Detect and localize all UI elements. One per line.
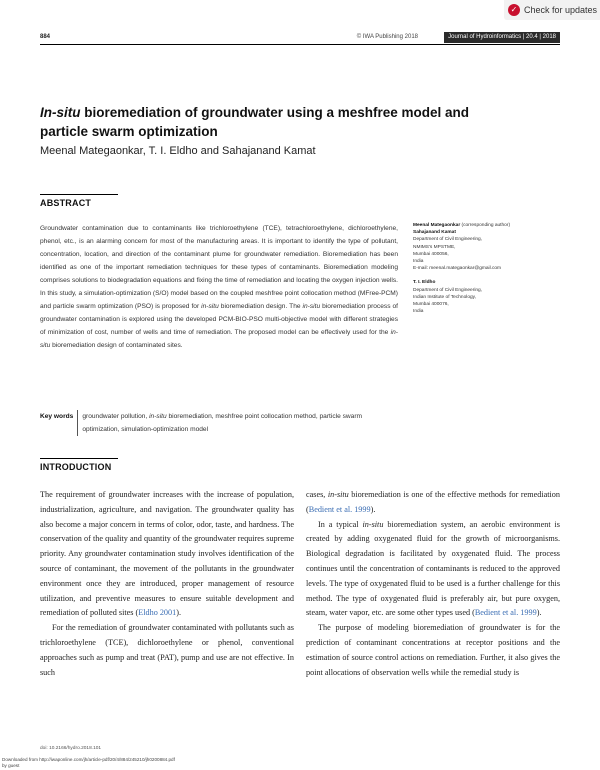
body-column-right: [306, 488, 560, 680]
citation-eldho-2001[interactable]: Eldho 2001: [138, 608, 177, 618]
journal-banner: Journal of Hydroinformatics | 20.4 | 2018: [444, 32, 560, 43]
journal-year: 2018: [542, 34, 556, 40]
check-for-updates-button[interactable]: [504, 0, 600, 20]
author-affiliations: [413, 222, 563, 322]
keywords-values: groundwater pollution, in-situ bioremediation, meshfree point collocation method, particle swarm optimization, simulation-optimization model: [77, 410, 400, 436]
check-updates-icon: ✓: [508, 4, 520, 16]
intro-paragraph-3: In a typical in-situ bioremediation system, an aerobic environment is created by adding oxygenated fluid for the growth of microorganisms. Biological degradation is facilitated by oxygenated fluid. The process continues until the concentration of contaminants is reduced to the approved levels. The type of oxygenated fluid to be used is a further challenge for this method. The type of oxygenated fluid is preferably air, but pure oxygen, steam, water vapor, etc. are some other types used (Bedient et al. 1999).: [306, 519, 560, 618]
doi[interactable]: doi: 10.2166/hydro.2018.101: [40, 746, 102, 751]
citation-bedient-1999-b[interactable]: Bedient et al. 1999: [474, 608, 537, 618]
running-header: [40, 32, 560, 45]
intro-paragraph-4: The purpose of modeling bioremediation of groundwater is for the prediction of contaminant concentrations at receptor positions and the estimation of source control actions on remediation. Further, it also gives the point allocations of observation wells while the remedial study is: [306, 623, 560, 677]
intro-paragraph-2-cont: cases, in-situ bioremediation is one of the effective methods for remediation (Bedient et al. 1999).: [306, 490, 560, 514]
affiliation-block-2: T. I. Eldho Department of Civil Engineering, Indian Institute of Technology, Mumbai 400076, India: [413, 280, 483, 315]
abstract-heading: ABSTRACT: [40, 198, 92, 208]
author-email[interactable]: E-mail: meenal.mategaonkar@gmail.com: [413, 266, 502, 272]
abstract-rule: [40, 194, 118, 195]
article-title: In-situ bioremediation of groundwater using a meshfree model and particle swarm optimization: [40, 105, 470, 139]
citation-bedient-1999[interactable]: Bedient et al. 1999: [308, 504, 371, 514]
introduction-heading: INTRODUCTION: [40, 462, 112, 472]
publisher-notice: © IWA Publishing 2018: [356, 34, 418, 40]
affiliation-block-1: Meenal Mategaonkar (corresponding author) Sahajanand Kamat Department of Civil Engineering, NMIMS's MPSTME, Mumbai 400056, India E-mail: meenal.mategaonkar@gmail.com: [413, 222, 563, 272]
keywords-label: Key words: [40, 413, 74, 420]
check-updates-label: Check for updates: [524, 5, 598, 15]
body-column-left: [40, 488, 294, 680]
keywords: [40, 410, 400, 436]
journal-name: Journal of Hydroinformatics: [448, 34, 522, 40]
intro-paragraph-2: For the remediation of groundwater contaminated with pollutants such as trichloroethylene (TCE), dichloroethylene or phenol, conventional approaches such as pump and treat (PAT), pump and use are not effective. In such: [40, 623, 294, 677]
abstract-text: Groundwater contamination due to contaminants like trichloroethylene (TCE), tetrachloroethylene, dichloroethylene, phenol, etc., is an alarming concern for most of the manufacturing areas. It is important to identify the type of pollutant, concentration, location, and direction of the contaminant plume for groundwater remediation. Bioremediation has been identified as one of the important remediation techniques for these types of contaminants. Bioremediation modeling comprises solutions to biodegradation equations and fixing the time of remediation and locating the oxygen injection wells. In this study, a simulation-optimization (S/O) model based on the coupled meshfree point collocation method (MFree-PCM) and particle swarm optimization (PSO) is proposed for in-situ bioremediation design. The in-situ bioremediation process of groundwater contamination is explored using the developed PCM-BIO-PSO multi-objective model with different strategies of minimization of cost, number of wells and time of remediation. The proposed model can be effectively used for the in-situ bioremediation design of contaminated sites.: [40, 225, 398, 349]
page-number: 884: [40, 34, 51, 40]
download-notice: Downloaded from http://iwaponline.com/jh/article-pdf/20/4/884/245210/jh0200884.pdf by guest: [2, 757, 175, 768]
introduction-rule: [40, 458, 118, 459]
journal-volume: 20.4: [526, 34, 538, 40]
intro-paragraph-1: The requirement of groundwater increases with the increase of population, industrialization, agriculture, and navigation. The groundwater quality has also become a major concern in terms of color, odor, taste, and hardness. The conservation of the quality and quantity of the groundwater requires supreme priority. Any groundwater contamination study involves identification of the source of contaminant, the movement of the pollutants in the groundwater environment once they are introduced, proper management of resource utilization, and preventive measures to ensure suitable development and remediation of polluted sites (Eldho 2001).: [40, 490, 294, 618]
author-list: Meenal Mategaonkar, T. I. Eldho and Sahajanand Kamat: [40, 145, 316, 157]
